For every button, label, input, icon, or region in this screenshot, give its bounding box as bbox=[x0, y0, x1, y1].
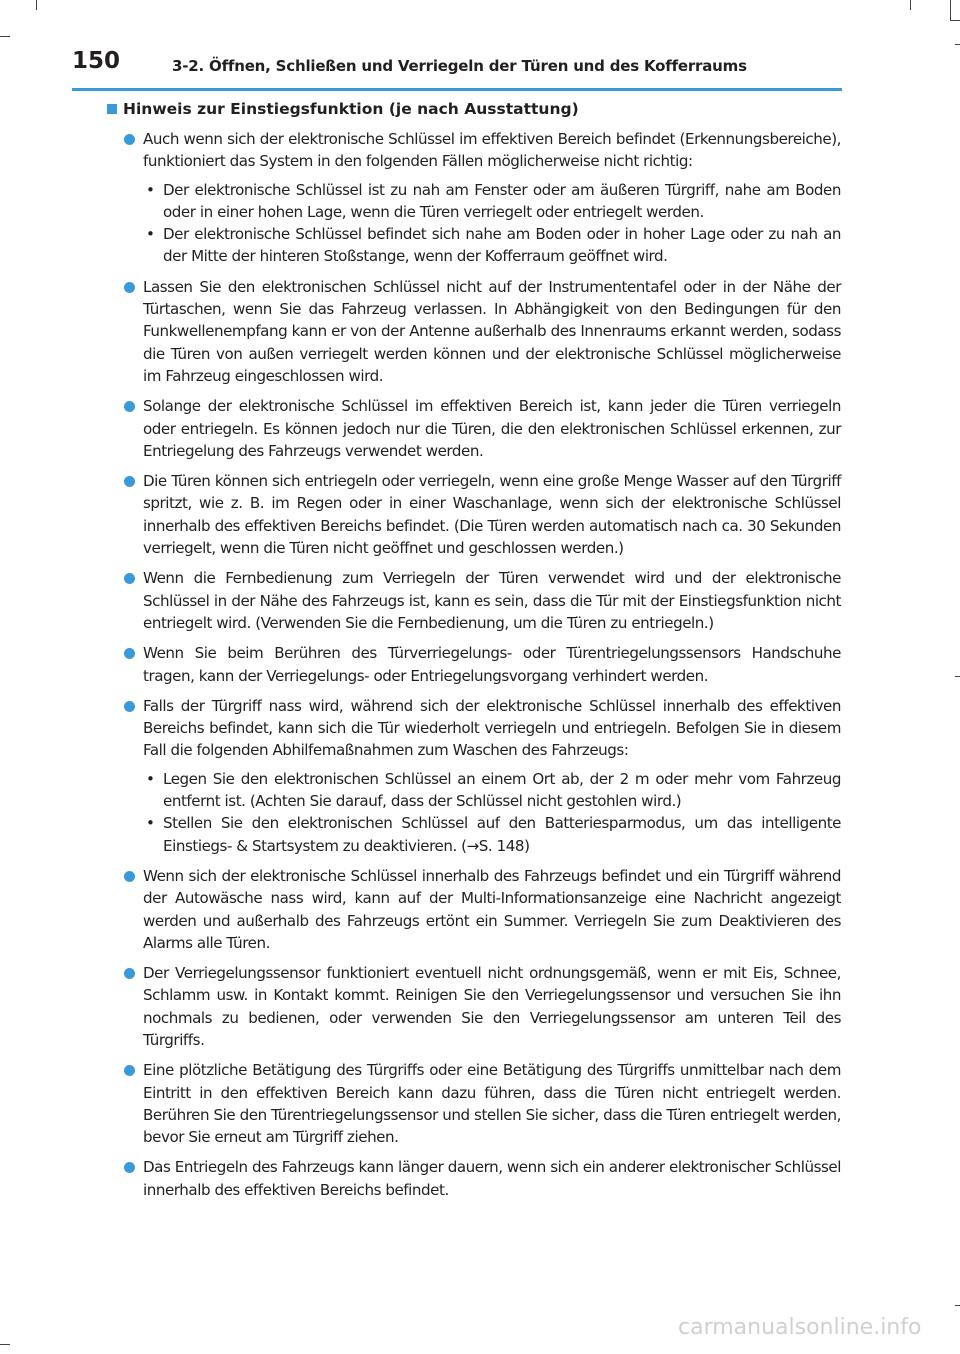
watermark: carmanualsonline.info bbox=[678, 1315, 922, 1340]
list-item-text: Solange der elektronische Schlüssel im effektiven Bereich ist, kann jeder die Türen verriegeln oder entriegeln. Es können jedoch nur die Türen, die den elektronischen Schlüssel erkennen, zur Entriegelung des Fahrzeugs verwendet werden. bbox=[143, 397, 841, 460]
page-number: 150 bbox=[72, 48, 121, 74]
circle-bullet-icon bbox=[124, 1065, 135, 1076]
circle-bullet-icon bbox=[124, 401, 135, 412]
dot-bullet-icon: • bbox=[146, 180, 155, 199]
sub-list-item bbox=[145, 812, 841, 857]
dot-bullet-icon: • bbox=[146, 769, 155, 788]
section-title-text: Hinweis zur Einstiegsfunktion (je nach Ausstattung) bbox=[123, 100, 579, 118]
list-item-text: Auch wenn sich der elektronische Schlüssel im effektiven Bereich befindet (Erkennungsbereiche), funktioniert das System in den folgenden Fällen möglicherweise nicht richtig: bbox=[143, 130, 841, 171]
list-item bbox=[121, 567, 841, 634]
circle-bullet-icon bbox=[124, 573, 135, 584]
list-item bbox=[121, 276, 841, 387]
notes-list bbox=[121, 128, 841, 1209]
list-item-text: Lassen Sie den elektronischen Schlüssel nicht auf der Instrumententafel oder in der Nähe der Türtaschen, wenn Sie das Fahrzeug verlassen. In Abhängigkeit von den Bedingungen für den Funkwellenempfang kann er von der Antenne außerhalb des Innenraums erkannt werden, sodass die Türen von außen verriegelt werden können und der elektronische Schlüssel möglicherweise im Fahrzeug eingeschlossen wird. bbox=[143, 277, 841, 385]
list-item-text: Eine plötzliche Betätigung des Türgriffs oder eine Betätigung des Türgriffs unmittelbar nach dem Eintritt in den effektiven Bereich kann dazu führen, dass die Türen nicht entriegelt werden. Berühren Sie den Türentriegelungssensor und stellen Sie sicher, dass die Türen entriegelt werden, bevor Sie erneut am Türgriff ziehen. bbox=[143, 1061, 841, 1147]
crop-mark bbox=[955, 1305, 960, 1306]
list-item bbox=[121, 1156, 841, 1201]
list-item bbox=[121, 1059, 841, 1148]
circle-bullet-icon bbox=[124, 968, 135, 979]
list-item bbox=[121, 128, 841, 268]
circle-bullet-icon bbox=[124, 282, 135, 293]
chapter-title: 3-2. Öffnen, Schließen und Verriegeln der Türen und des Kofferraums bbox=[172, 57, 747, 75]
list-item-text: Falls der Türgriff nass wird, während sich der elektronische Schlüssel innerhalb des effektiven Bereichs befindet, kann sich die Tür wiederholt verriegeln und entriegeln. Befolgen Sie in diesem Fall die folgenden Abhilfemaßnahmen zum Waschen des Fahrzeugs: bbox=[143, 696, 841, 760]
sub-list-item bbox=[145, 179, 841, 224]
list-item-text: Wenn sich der elektronische Schlüssel innerhalb des Fahrzeugs befindet und ein Türgriff während der Autowäsche nass wird, kann auf der Multi-Informationsanzeige eine Nachricht angezeigt werden und außerhalb des Fahrzeugs ertönt ein Summer. Verriegeln Sie zum Deaktivieren des Alarms alle Türen. bbox=[143, 866, 841, 952]
dot-bullet-icon: • bbox=[146, 225, 155, 244]
list-item-text: Die Türen können sich entriegeln oder verriegeln, wenn eine große Menge Wasser auf den Türgriff spritzt, wie z. B. im Regen oder in einer Waschanlage, wenn sich der elektronische Schlüssel innerhalb des effektiven Bereichs befindet. (Die Türen werden automatisch nach ca. 30 Sekunden verriegelt, wenn die Türen nicht geöffnet und geschlossen werden.) bbox=[143, 472, 841, 558]
crop-mark bbox=[955, 676, 960, 677]
sub-list-item-text: Stellen Sie den elektronischen Schlüssel auf den Batteriesparmodus, um das intelligente Einstiegs- & Startsystem zu deaktivieren. (→S. 148) bbox=[163, 814, 841, 855]
crop-mark bbox=[955, 44, 960, 45]
section-title bbox=[107, 100, 579, 118]
sub-list bbox=[143, 768, 841, 857]
circle-bullet-icon bbox=[124, 476, 135, 487]
list-item-text: Das Entriegeln des Fahrzeugs kann länger dauern, wenn sich ein anderer elektronischer Schlüssel innerhalb des effektiven Bereichs befindet. bbox=[143, 1158, 841, 1199]
crop-mark bbox=[910, 0, 911, 10]
sub-list-item-text: Der elektronische Schlüssel befindet sich nahe am Boden oder in hoher Lage oder zu nah an der Mitte der hinteren Stoßstange, wenn der Kofferraum geöffnet wird. bbox=[163, 225, 841, 266]
sub-list-item bbox=[145, 768, 841, 813]
crop-mark bbox=[36, 0, 37, 10]
list-item-text: Wenn die Fernbedienung zum Verriegeln der Türen verwendet wird und der elektronische Schlüssel in der Nähe des Fahrzeugs ist, kann es sein, dass die Tür mit der Einstiegsfunktion nicht entriegelt wird. (Verwenden Sie die Fernbedienung, um die Türen zu entriegeln.) bbox=[143, 569, 841, 632]
crop-mark bbox=[950, 0, 951, 20]
square-bullet-icon bbox=[107, 104, 117, 114]
crop-mark bbox=[0, 36, 10, 37]
list-item bbox=[121, 642, 841, 687]
sub-list-item bbox=[145, 223, 841, 268]
sub-list-item-text: Legen Sie den elektronischen Schlüssel an einem Ort ab, der 2 m oder mehr vom Fahrzeug entfernt ist. (Achten Sie darauf, dass der Schlüssel nicht gestohlen wird.) bbox=[163, 769, 841, 811]
sub-list-item-text: Der elektronische Schlüssel ist zu nah am Fenster oder am äußeren Türgriff, nahe am Boden oder in einer hohen Lage, wenn die Türen verriegelt oder entriegelt werden. bbox=[163, 180, 841, 221]
list-item-text: Wenn Sie beim Berühren des Türverriegelungs- oder Türentriegelungssensors Handschuhe tragen, kann der Verriegelungs- oder Entriegelungsvorgang verhindert werden. bbox=[143, 644, 841, 685]
list-item bbox=[121, 962, 841, 1051]
header-rule bbox=[72, 88, 842, 91]
list-item bbox=[121, 395, 841, 462]
circle-bullet-icon bbox=[124, 1162, 135, 1173]
circle-bullet-icon bbox=[124, 134, 135, 145]
list-item-text: Der Verriegelungssensor funktioniert eventuell nicht ordnungsgemäß, wenn er mit Eis, Schnee, Schlamm usw. in Kontakt kommt. Reinigen Sie den Verriegelungssensor und versuchen Sie ihn nochmals zu bedienen, oder verwenden Sie den Verriegelungssensor am unteren Teil des Türgriffs. bbox=[143, 964, 841, 1049]
list-item bbox=[121, 470, 841, 559]
sub-list bbox=[143, 179, 841, 268]
dot-bullet-icon: • bbox=[146, 814, 155, 833]
list-item bbox=[121, 865, 841, 954]
circle-bullet-icon bbox=[124, 648, 135, 659]
circle-bullet-icon bbox=[124, 871, 135, 882]
circle-bullet-icon bbox=[124, 701, 135, 712]
crop-mark bbox=[0, 1344, 10, 1345]
crop-mark bbox=[950, 20, 960, 21]
page-header bbox=[72, 44, 872, 84]
list-item bbox=[121, 695, 841, 857]
